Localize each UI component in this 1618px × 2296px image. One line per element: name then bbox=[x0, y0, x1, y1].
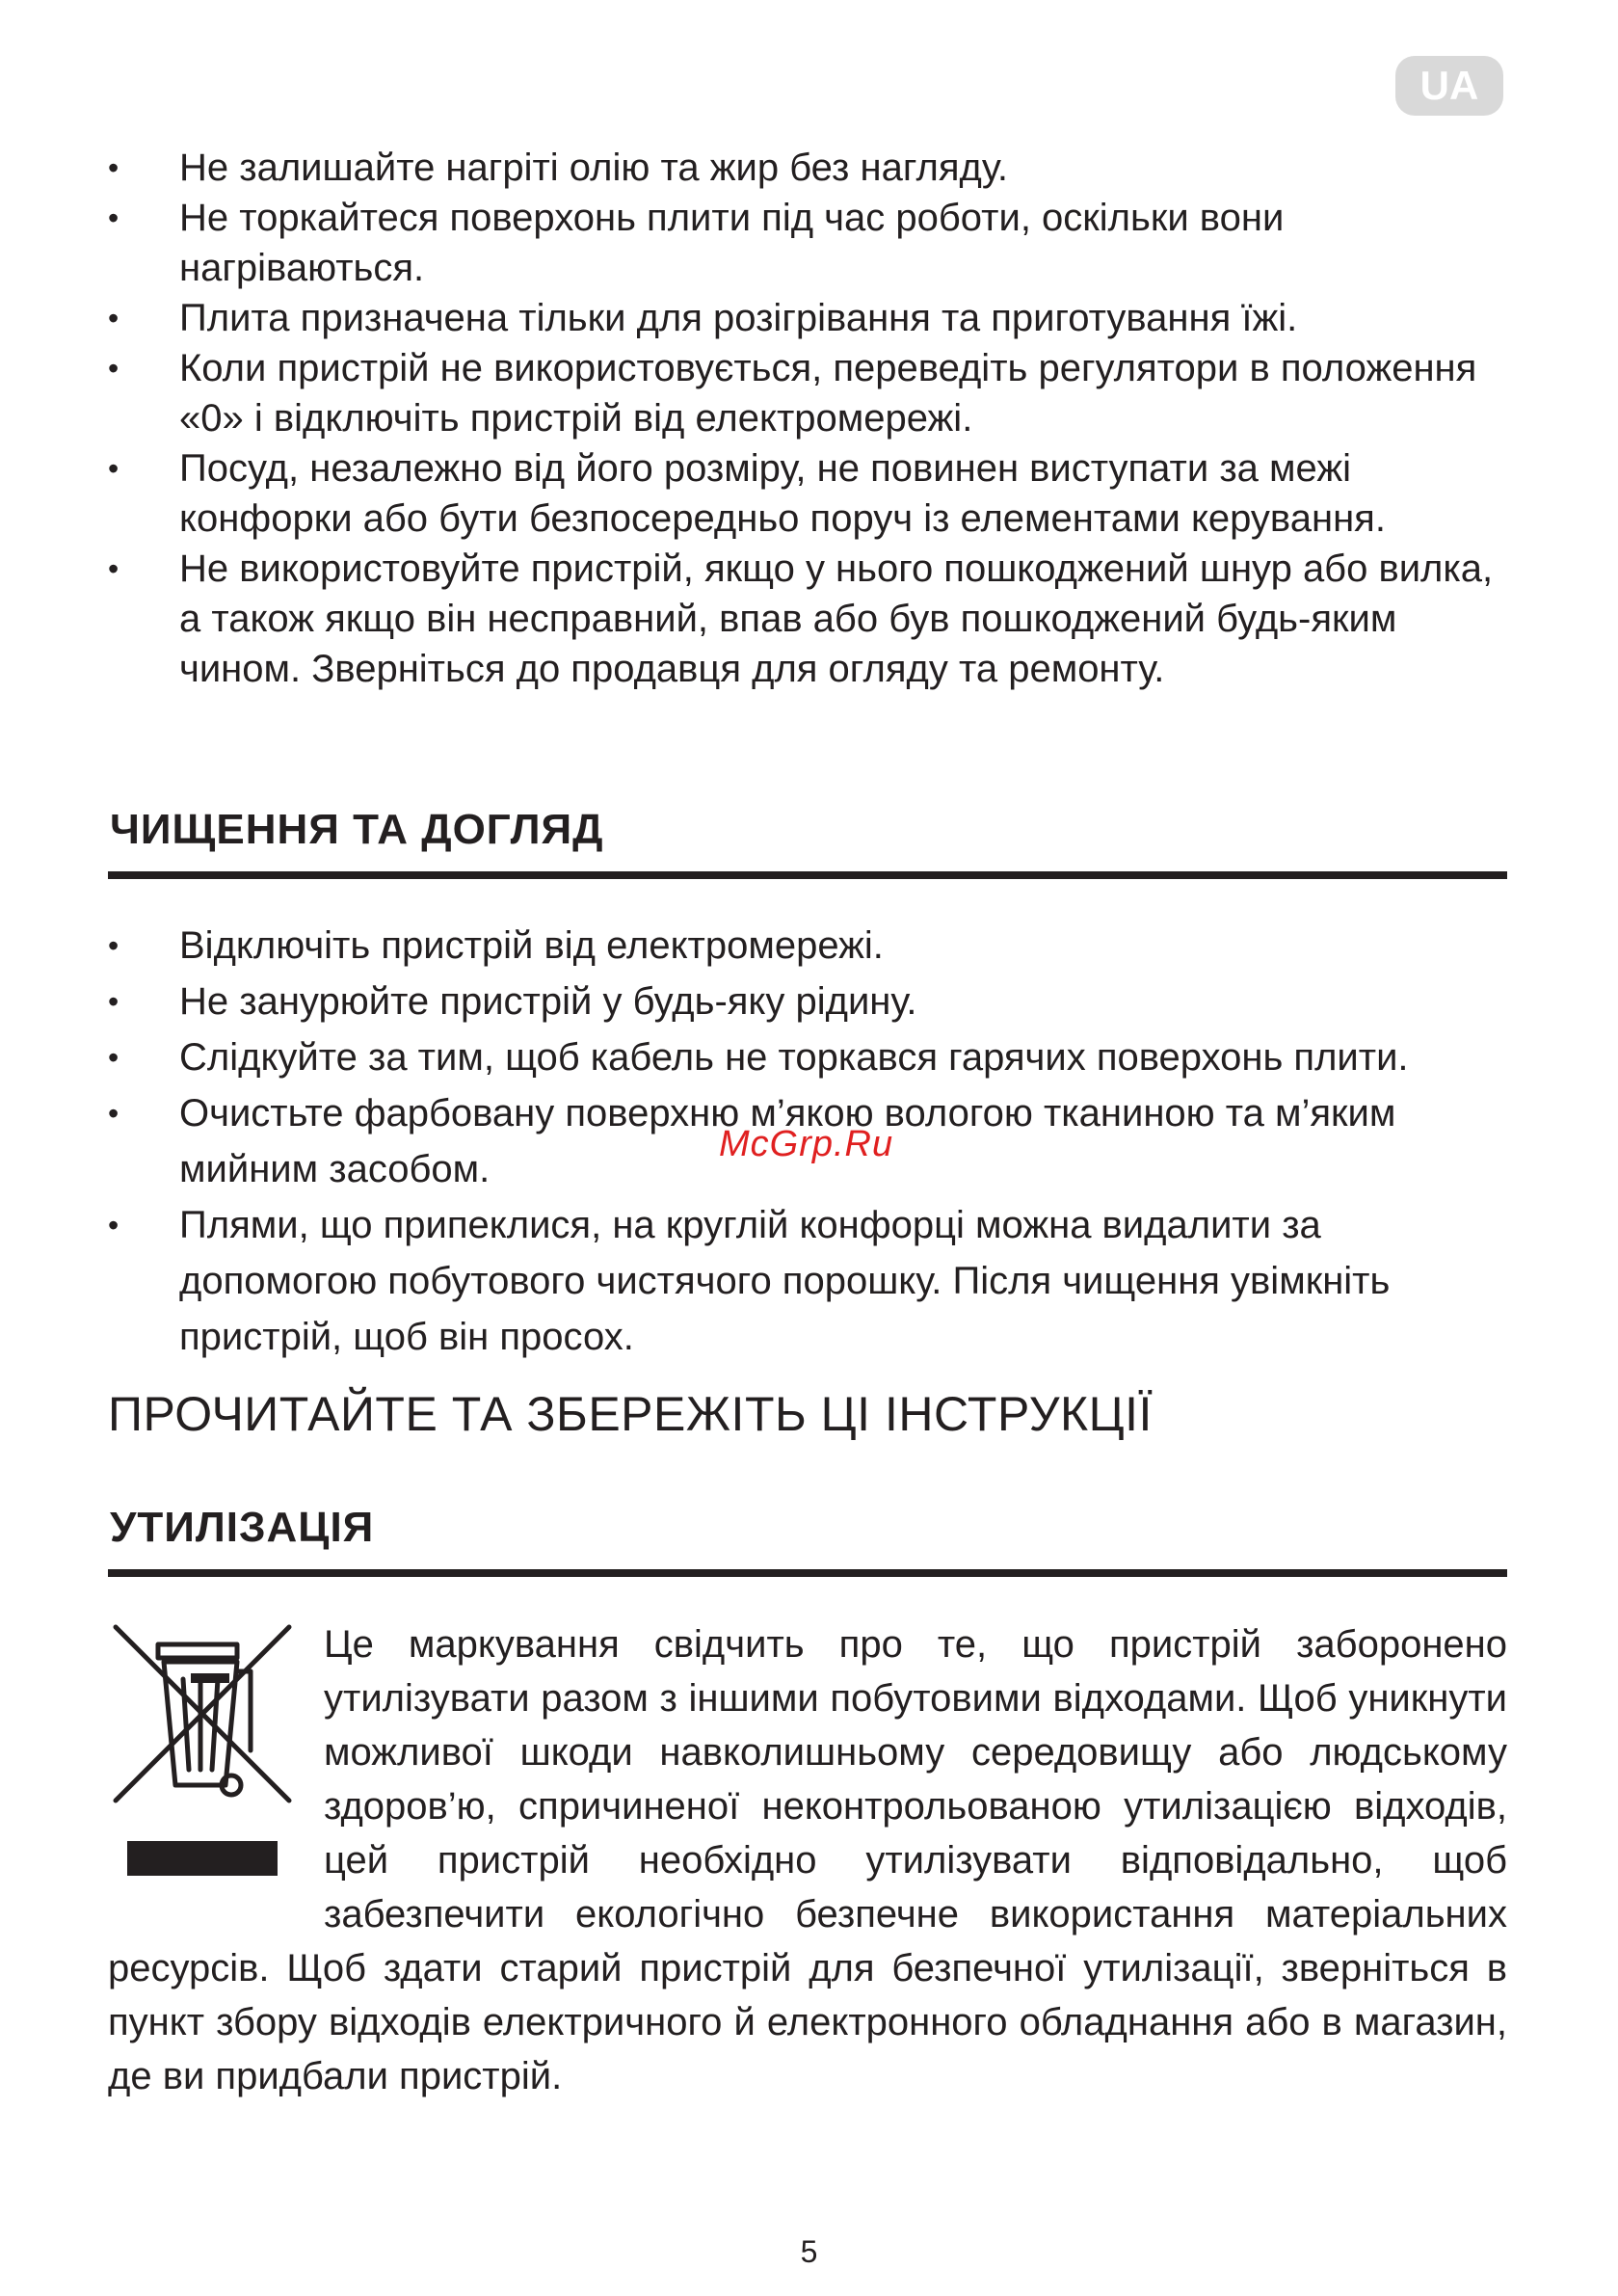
list-item: • Коли пристрій не використовується, переведіть регулятори в положення «0» і відключіть пристрій від електромережі. bbox=[0, 343, 1509, 443]
list-item: • Посуд, незалежно від його розміру, не повинен виступати за межі конфорки або бути безпосередньо поруч із елементами керування. bbox=[0, 443, 1509, 544]
list-item: • Плями, що припеклися, на круглій конфорці можна видалити за допомогою побутового чистячого порошку. Після чищення увімкніть пристрій, щоб він просох. bbox=[0, 1197, 1509, 1365]
page-number: 5 bbox=[800, 2234, 818, 2269]
disposal-text: Це маркування свідчить про те, що пристрій заборонено утилізувати разом з іншими побутовими відходами. Щоб уникнути можливої шкоди навколишньому середовищу або людському здоров’ю, спричиненої неконтрольованою утилізацією відходів, цей пристрій необхідно утилізувати відповідально, щоб забезпечити екологічно безпечне використання матеріальних ресурсів. Щоб здати старий пристрій для безпечної утилізації, зверніться в пункт збору відходів електричного й електронного обладнання або в магазин, де ви придбали пристрій. bbox=[108, 1623, 1507, 2097]
bullet-icon: • bbox=[108, 150, 119, 185]
list-item: • Не торкайтеся поверхонь плити під час роботи, оскільки вони нагріваються. bbox=[0, 193, 1509, 293]
bullet-icon: • bbox=[108, 1040, 119, 1075]
bullet-icon: • bbox=[108, 928, 119, 963]
disposal-paragraph bbox=[108, 1617, 1507, 2103]
icon-spacer bbox=[108, 1617, 324, 1936]
bullet-icon: • bbox=[108, 351, 119, 386]
bullet-icon: • bbox=[108, 984, 119, 1019]
cleaning-heading-rule bbox=[108, 871, 1507, 879]
disposal-heading-rule bbox=[108, 1569, 1507, 1577]
bullet-icon: • bbox=[108, 301, 119, 335]
list-item: • Не залишайте нагріті олію та жир без нагляду. bbox=[0, 143, 1509, 193]
bullet-icon: • bbox=[108, 1096, 119, 1131]
disposal-heading: УТИЛІЗАЦІЯ bbox=[110, 1504, 375, 1551]
list-item: • Плита призначена тільки для розігрівання та приготування їжі. bbox=[0, 293, 1509, 343]
list-item: • Очистьте фарбовану поверхню м’якою вологою тканиною та м’яким мийним засобом. bbox=[0, 1085, 1509, 1197]
keep-instructions-heading: ПРОЧИТАЙТЕ ТА ЗБЕРЕЖІТЬ ЦІ ІНСТРУКЦІЇ bbox=[108, 1387, 1153, 1441]
language-badge: UA bbox=[1395, 56, 1503, 116]
bullet-icon: • bbox=[108, 451, 119, 486]
cleaning-heading: ЧИЩЕННЯ ТА ДОГЛЯД bbox=[110, 806, 604, 853]
list-item: • Не занурюйте пристрій у будь-яку рідину. bbox=[0, 974, 1509, 1029]
bullet-icon: • bbox=[108, 1208, 119, 1242]
safety-list bbox=[0, 143, 1509, 694]
bullet-icon: • bbox=[108, 200, 119, 235]
bullet-icon: • bbox=[108, 551, 119, 586]
watermark: McGrp.Ru bbox=[719, 1124, 894, 1164]
list-item: • Не використовуйте пристрій, якщо у нього пошкоджений шнур або вилка, а також якщо він несправний, впав або був пошкоджений будь-яким чином. Зверніться до продавця для огляду та ремонту. bbox=[0, 544, 1509, 694]
list-item: • Слідкуйте за тим, щоб кабель не торкався гарячих поверхонь плити. bbox=[0, 1029, 1509, 1085]
list-item: • Відключіть пристрій від електромережі. bbox=[0, 918, 1509, 974]
